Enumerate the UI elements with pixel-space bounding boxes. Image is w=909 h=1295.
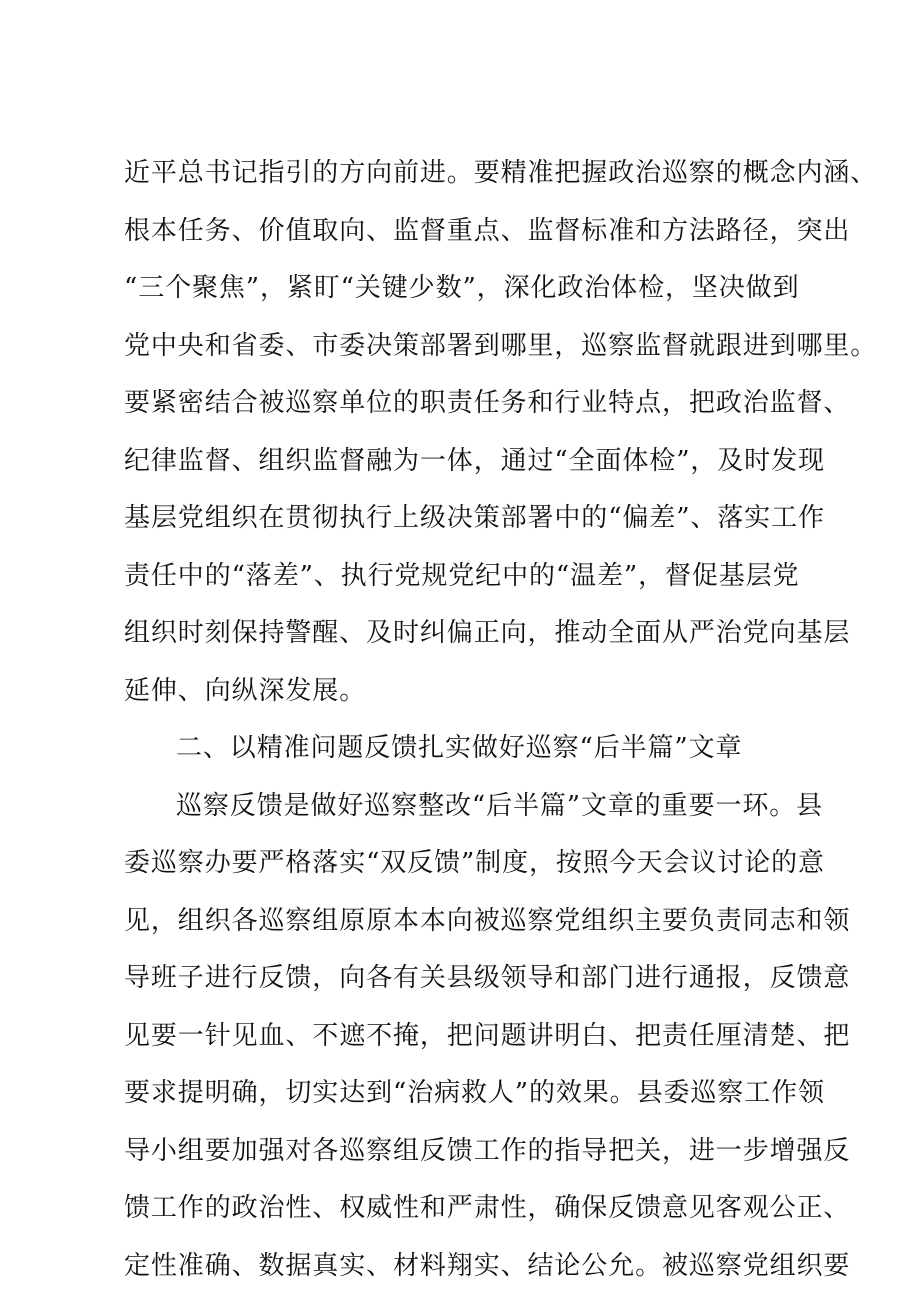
text-line: 延伸、向纵深发展。 bbox=[124, 663, 824, 721]
text-line: 定性准确、数据真实、材料翔实、结论公允。被巡察党组织要 bbox=[124, 1238, 824, 1295]
text-line: “三个聚焦”，紧盯“关键少数”，深化政治体检，坚决做到 bbox=[124, 260, 824, 318]
paragraph-first-line: 巡察反馈是做好巡察整改“后半篇”文章的重要一环。县 bbox=[124, 778, 824, 836]
text-line: 导小组要加强对各巡察组反馈工作的指导把关，进一步增强反 bbox=[124, 1123, 824, 1181]
section-heading: 二、以精准问题反馈扎实做好巡察“后半篇”文章 bbox=[124, 720, 824, 778]
text-line: 委巡察办要严格落实“双反馈”制度，按照今天会议讨论的意 bbox=[124, 835, 824, 893]
text-line: 根本任务、价值取向、监督重点、监督标准和方法路径，突出 bbox=[124, 203, 824, 261]
body-text bbox=[124, 145, 824, 1295]
text-line: 责任中的“落差”、执行党规党纪中的“温差”，督促基层党 bbox=[124, 548, 824, 606]
text-line: 党中央和省委、市委决策部署到哪里，巡察监督就跟进到哪里。 bbox=[124, 318, 824, 376]
text-line: 纪律监督、组织监督融为一体，通过“全面体检”，及时发现 bbox=[124, 433, 824, 491]
text-line: 见，组织各巡察组原原本本向被巡察党组织主要负责同志和领 bbox=[124, 893, 824, 951]
text-line: 基层党组织在贯彻执行上级决策部署中的“偏差”、落实工作 bbox=[124, 490, 824, 548]
text-line: 要紧密结合被巡察单位的职责任务和行业特点，把政治监督、 bbox=[124, 375, 824, 433]
text-line: 导班子进行反馈，向各有关县级领导和部门进行通报，反馈意 bbox=[124, 950, 824, 1008]
text-line: 见要一针见血、不遮不掩，把问题讲明白、把责任厘清楚、把 bbox=[124, 1008, 824, 1066]
text-line: 组织时刻保持警醒、及时纠偏正向，推动全面从严治党向基层 bbox=[124, 605, 824, 663]
text-line: 要求提明确，切实达到“治病救人”的效果。县委巡察工作领 bbox=[124, 1065, 824, 1123]
text-line: 近平总书记指引的方向前进。要精准把握政治巡察的概念内涵、 bbox=[124, 145, 824, 203]
text-line: 馈工作的政治性、权威性和严肃性，确保反馈意见客观公正、 bbox=[124, 1180, 824, 1238]
